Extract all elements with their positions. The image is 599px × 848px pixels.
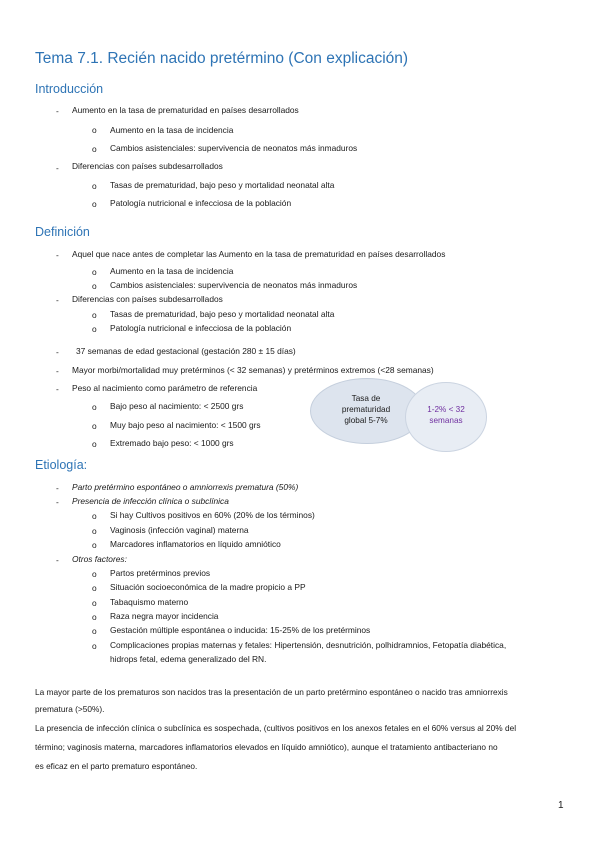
list-item: Parto pretérmino espontáneo o amniorrexis prematura (50%)	[72, 482, 299, 492]
list-item: Diferencias con países subdesarrollados	[72, 294, 223, 304]
bullet-circle: o	[92, 612, 97, 622]
paragraph-line: término; vaginosis materna, marcadores inflamatorios elevados en líquido amniótico), aunque el tratamiento antibacteriano no	[35, 742, 498, 752]
list-item: Cambios asistenciales: supervivencia de neonatos más inmaduros	[110, 143, 358, 153]
bullet-circle: o	[92, 181, 97, 191]
circle-text-line: 1-2% < 32	[427, 405, 465, 414]
bullet-circle: o	[92, 144, 97, 154]
list-item: Raza negra mayor incidencia	[110, 611, 219, 621]
list-item: Gestación múltiple espontánea o inducida: 15-25% de los pretérminos	[110, 625, 371, 635]
list-item: Tasas de prematuridad, bajo peso y mortalidad neonatal alta	[110, 309, 335, 319]
list-item: Otros factores:	[72, 554, 127, 564]
page-number: 1	[558, 800, 564, 811]
bullet-dash: -	[56, 384, 59, 394]
bullet-circle: o	[92, 439, 97, 449]
list-item: Tasas de prematuridad, bajo peso y mortalidad neonatal alta	[110, 180, 335, 190]
circle-text-line: prematuridad	[341, 405, 391, 414]
list-item: Aumento en la tasa de incidencia	[110, 266, 234, 276]
bullet-dash: -	[56, 106, 59, 116]
bullet-dash: -	[56, 366, 59, 376]
list-item: Aumento en la tasa de incidencia	[110, 125, 234, 135]
circle-text-line: semanas	[429, 416, 463, 425]
list-item: Cambios asistenciales: supervivencia de neonatos más inmaduros	[110, 280, 358, 290]
list-item: Vaginosis (infección vaginal) materna	[110, 525, 249, 535]
bullet-circle: o	[92, 598, 97, 608]
list-item: Diferencias con países subdesarrollados	[72, 161, 223, 171]
bullet-dash: -	[56, 250, 59, 260]
rate-circle-label	[330, 393, 402, 426]
list-item: 37 semanas de edad gestacional (gestación 280 ± 15 días)	[76, 346, 296, 356]
paragraph-line: es eficaz en el parto prematuro espontáneo.	[35, 761, 198, 771]
bullet-dash: -	[56, 347, 59, 357]
circle-text-line: global 5-7%	[344, 416, 388, 425]
list-item: Situación socioeconómica de la madre propicio a PP	[110, 582, 306, 592]
list-item: Muy bajo peso al nacimiento: < 1500 grs	[110, 420, 261, 430]
list-item: Patología nutricional e infecciosa de la población	[110, 323, 292, 333]
circle-text-line: Tasa de	[351, 394, 381, 403]
paragraph-line: La mayor parte de los prematuros son nacidos tras la presentación de un parto pretérmino espontáneo o nacido tras amniorrexis	[35, 687, 508, 697]
list-item: Presencia de infección clínica o subclínica	[72, 496, 229, 506]
list-item: Si hay Cultivos positivos en 60% (20% de los términos)	[110, 510, 315, 520]
list-item: Mayor morbi/mortalidad muy pretérminos (< 32 semanas) y pretérminos extremos (<28 semanas)	[72, 365, 434, 375]
list-item: Extremado bajo peso: < 1000 grs	[110, 438, 234, 448]
bullet-circle: o	[92, 583, 97, 593]
rate-circle-secondary-label	[412, 404, 480, 426]
paragraph-line: prematura (>50%).	[35, 704, 105, 714]
bullet-circle: o	[92, 569, 97, 579]
bullet-circle: o	[92, 511, 97, 521]
bullet-dash: -	[56, 163, 59, 173]
bullet-circle: o	[92, 421, 97, 431]
list-item: Partos pretérminos previos	[110, 568, 211, 578]
section-heading-introduccion: Introducción	[35, 82, 104, 96]
bullet-circle: o	[92, 540, 97, 550]
bullet-circle: o	[92, 641, 97, 651]
list-item: Bajo peso al nacimiento: < 2500 grs	[110, 401, 244, 411]
paragraph-line: La presencia de infección clínica o subclínica es sospechada, (cultivos positivos en los anexos fetales en el 60% versus al 20% del	[35, 723, 517, 733]
bullet-circle: o	[92, 402, 97, 412]
list-item: Tabaquismo materno	[110, 597, 189, 607]
bullet-circle: o	[92, 310, 97, 320]
page-title: Tema 7.1. Recién nacido pretérmino (Con explicación)	[35, 50, 409, 67]
bullet-circle: o	[92, 199, 97, 209]
list-item: Patología nutricional e infecciosa de la población	[110, 198, 292, 208]
bullet-dash: -	[56, 497, 59, 507]
bullet-dash: -	[56, 295, 59, 305]
list-item: Complicaciones propias maternas y fetales: Hipertensión, desnutrición, polhidramnios, Fetopatía diabética,	[110, 640, 507, 650]
bullet-circle: o	[92, 324, 97, 334]
list-item: Aumento en la tasa de prematuridad en países desarrollados	[72, 105, 299, 115]
list-item-continuation: hidrops fetal, edema generalizado del RN.	[110, 654, 267, 664]
bullet-dash: -	[56, 483, 59, 493]
section-heading-definicion: Definición	[35, 225, 90, 239]
section-heading-etiologia: Etiología:	[35, 458, 88, 472]
bullet-circle: o	[92, 281, 97, 291]
list-item: Aquel que nace antes de completar las Aumento en la tasa de prematuridad en países desarrollados	[72, 249, 446, 259]
bullet-circle: o	[92, 125, 97, 135]
list-item: Peso al nacimiento como parámetro de referencia	[72, 383, 258, 393]
bullet-dash: -	[56, 555, 59, 565]
bullet-circle: o	[92, 267, 97, 277]
bullet-circle: o	[92, 626, 97, 636]
list-item: Marcadores inflamatorios en líquido amniótico	[110, 539, 281, 549]
bullet-circle: o	[92, 526, 97, 536]
